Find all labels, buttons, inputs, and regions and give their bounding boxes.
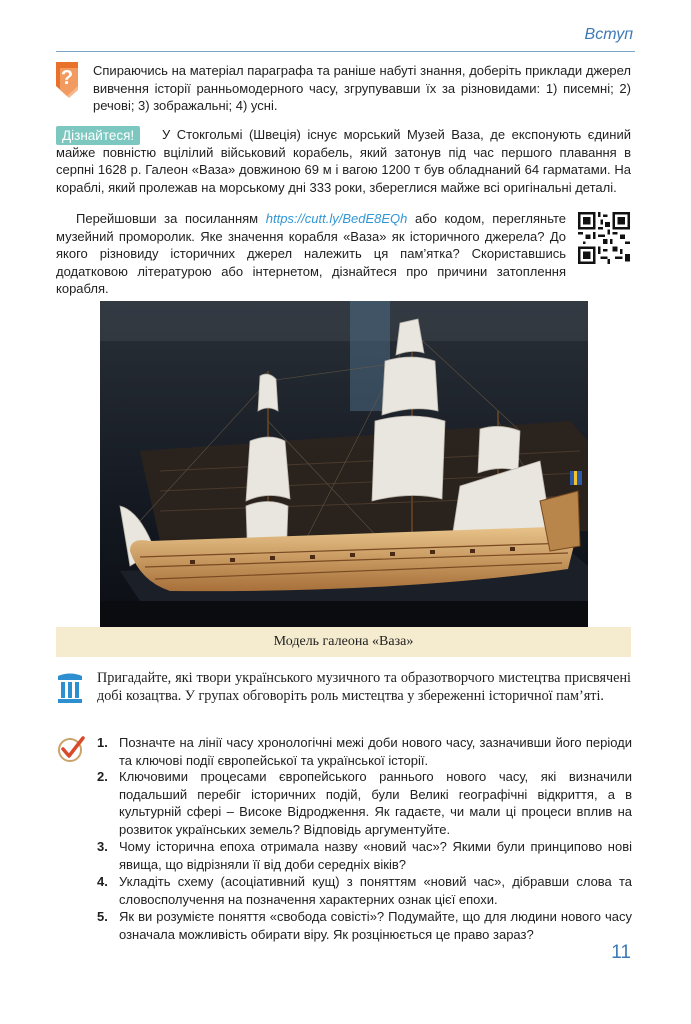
task-number: 4. <box>97 874 108 889</box>
learn-paragraph-text: У Стокгольмі (Швеція) існує морський Музей Ваза, де експонують єдиний майже повністю вцілілий військовий корабель, який затонув під час першого плавання в серпні 1628 р. Галеон «Ваза» довжиною 69 м і вагою 1200 т був обладнаний 64 гарматами. На кораблі, який пролежав на морському дні 333 роки, збереглися майже всі оригінальні деталі. <box>56 127 631 195</box>
task-number: 1. <box>97 735 108 750</box>
question-text: Спираючись на матеріал параграфа та раніше набуті знання, доберіть приклади джерел вивчення історії ранньомодерного часу, згрупувавши їх за різновидами: 1) писемні; 2) речові; 3) зображальні; 4) усні. <box>93 63 631 113</box>
question-mark-icon <box>52 60 82 98</box>
task-number: 3. <box>97 839 108 854</box>
ship-photo <box>100 301 588 627</box>
task-number: 5. <box>97 909 108 924</box>
figure-caption: Модель галеона «Ваза» <box>56 627 631 657</box>
link-paragraph-before: Перейшовши за посиланням <box>76 211 266 226</box>
header-rule <box>56 51 635 52</box>
link-paragraph-after: або кодом, перегляньте музейний проморолик. Яке значення корабля «Ваза» як історичного джерела? До якого різновиду історичних джерел належить ця пам’ятка? Скориставшись додатковою літературою або інтернетом, дізнайтеся про причини затоплення корабля. <box>56 211 567 296</box>
task-item <box>97 734 632 769</box>
svg-text:?: ? <box>60 67 74 89</box>
learn-paragraph <box>56 126 631 196</box>
qr-code-icon[interactable] <box>578 212 630 264</box>
task-text: Чому історична епоха отримала назву «новий час»? Якими були принципово нові явища, що відрізняли її від доби середніх віків? <box>119 839 632 872</box>
column-icon <box>56 672 84 704</box>
checkmark-icon <box>56 734 86 764</box>
video-link[interactable]: https://cutt.ly/BedE8EQh <box>265 211 408 226</box>
learn-badge: Дізнайтеся! <box>56 126 140 145</box>
task-text: Як ви розумієте поняття «свобода совісті»? Подумайте, що для людини нового часу означала можливість обирати віру. Як розцінюється це право зараз? <box>119 909 632 942</box>
recall-text: Пригадайте, які твори українського музичного та образотворчого мистецтва присвячені добі козацтва. У групах обговоріть роль мистецтва у збереженні історичної пам’яті. <box>97 670 631 704</box>
task-item <box>97 873 632 908</box>
task-item <box>97 908 632 943</box>
task-item <box>97 768 632 838</box>
link-paragraph <box>56 210 566 298</box>
page-number: 11 <box>611 942 631 963</box>
section-title: Вступ <box>584 26 633 43</box>
task-text: Ключовими процесами європейського раннього нового часу, які визначили подальший перебіг історичних подій, були Великі географічні відкриття, а в культурній сфері – Високе Відродження. Як гадаєте, чи мали ці процеси вплив на розвиток українських земель? Відповідь аргументуйте. <box>119 769 632 837</box>
task-text: Позначте на лінії часу хронологічні межі доби нового часу, зазначивши його періоди та ключові події європейської та української історії. <box>119 735 632 768</box>
task-item <box>97 838 632 873</box>
task-text: Укладіть схему (асоціативний кущ) з поняттям «новий час», дібравши слова та словосполучення на позначення характерних ознак цієї епохи. <box>119 874 632 907</box>
task-number: 2. <box>97 769 108 784</box>
